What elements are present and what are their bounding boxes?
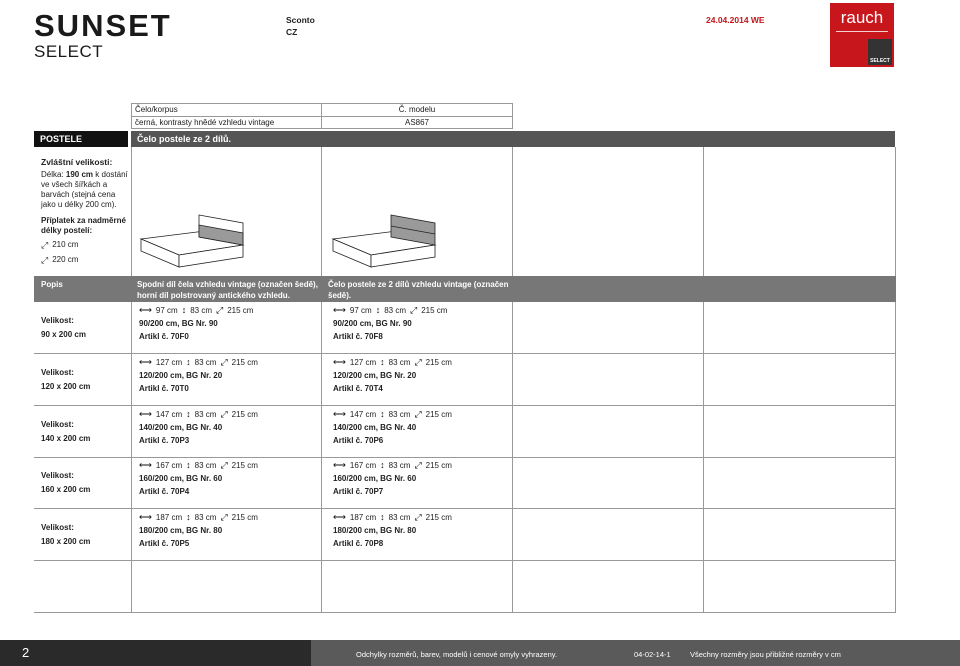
dimension-w: 167 cm: [349, 461, 377, 470]
dimension-w: 147 cm: [155, 410, 183, 419]
row-separator: [34, 560, 896, 561]
dimension-h: 83 cm: [388, 513, 411, 522]
footer-code: 04-02-14-1: [634, 650, 671, 659]
row-separator: [34, 353, 896, 354]
bed-size-code: 160/200 cm, BG Nr. 60: [333, 474, 417, 483]
special-sizes-bold: 190 cm: [65, 170, 94, 179]
logo-divider: [836, 31, 888, 32]
popis-col1: Spodní díl čela vzhledu vintage (označen šedě), horní díl polstrovaný antického vzhledu.: [137, 280, 318, 300]
size-label: Velikost:: [41, 368, 74, 377]
dimensions: [139, 304, 253, 317]
model-table-label-number: Č. modelu: [321, 104, 512, 116]
dimension-d: 215 cm: [425, 513, 452, 522]
dimension-h: 83 cm: [194, 358, 217, 367]
dimension-h: 83 cm: [194, 410, 217, 419]
bed-size-code: 90/200 cm, BG Nr. 90: [333, 319, 412, 328]
bed-size-code: 180/200 cm, BG Nr. 80: [333, 526, 417, 535]
surcharge-heading: Příplatek za nadměrné délky postelí:: [41, 216, 126, 235]
footer-left: [0, 640, 311, 666]
dimension-w: 147 cm: [349, 410, 377, 419]
grid-hline: [34, 612, 896, 613]
height-arrow-icon: ↕: [380, 357, 385, 367]
row-separator: [34, 508, 896, 509]
height-arrow-icon: ↕: [181, 305, 187, 315]
width-arrow-icon: ⟷: [139, 357, 152, 367]
size-row-label: [41, 469, 90, 496]
model-table-value-finish: černá, kontrasty hnědé vzhledu vintage: [135, 118, 275, 127]
diagonal-arrow-icon: ⤢: [216, 305, 224, 315]
diagonal-arrow-icon: ⤢: [414, 357, 422, 367]
dimension-d: 215 cm: [231, 461, 258, 470]
width-arrow-icon: ⟷: [139, 512, 152, 522]
date-label: 24.04.2014 WE: [706, 15, 765, 25]
dimension-w: 127 cm: [155, 358, 183, 367]
article-number: Artikl č. 70P8: [333, 539, 384, 548]
title-bar: Čelo postele ze 2 dílů.: [131, 131, 895, 147]
bed-size-code: 90/200 cm, BG Nr. 90: [139, 319, 218, 328]
width-arrow-icon: ⟷: [333, 512, 346, 522]
bed-size-code: 140/200 cm, BG Nr. 40: [333, 423, 417, 432]
variant-cell-1: [139, 511, 258, 550]
special-sizes-rest: k dostání ve všech šířkách a barvách (stejná cena jako u délky 200 cm).: [41, 170, 128, 209]
rauch-logo: [830, 3, 894, 67]
row-separator: [34, 457, 896, 458]
dimension-w: 187 cm: [155, 513, 183, 522]
variant-cell-1: [139, 408, 258, 447]
logo-badge: SELECT: [868, 39, 892, 65]
dimension-w: 187 cm: [349, 513, 377, 522]
popis-label: Popis: [41, 280, 63, 289]
logo-text: rauch: [840, 8, 884, 27]
dimensions: [139, 356, 258, 369]
dimension-w: 97 cm: [155, 306, 178, 315]
dimension-d: 215 cm: [425, 358, 452, 367]
grid-vline: [895, 147, 896, 612]
width-arrow-icon: ⟷: [139, 409, 152, 419]
height-arrow-icon: ↕: [380, 409, 385, 419]
surcharge-option-210: [41, 240, 129, 250]
special-sizes-text: [41, 170, 129, 210]
diagonal-arrow-icon: ⤢: [220, 357, 228, 367]
diagonal-arrow-icon: ⤢: [414, 512, 422, 522]
page-number: 2: [22, 645, 30, 660]
dimension-h: 83 cm: [194, 461, 217, 470]
dimension-d: 215 cm: [425, 410, 452, 419]
diagonal-arrow-icon: ⤢: [41, 255, 49, 265]
bed-size-code: 120/200 cm, BG Nr. 20: [333, 371, 417, 380]
dimension-d: 215 cm: [425, 461, 452, 470]
size-value: 120 x 200 cm: [41, 382, 91, 391]
size-value: 140 x 200 cm: [41, 434, 91, 443]
surcharge-opt2: 220 cm: [52, 255, 79, 264]
article-number: Artikl č. 70F0: [139, 332, 189, 341]
dimensions: [333, 408, 452, 421]
diagonal-arrow-icon: ⤢: [414, 409, 422, 419]
article-number: Artikl č. 70T4: [333, 384, 383, 393]
article-number: Artikl č. 70T0: [139, 384, 189, 393]
height-arrow-icon: ↕: [380, 512, 385, 522]
bed-size-code: 140/200 cm, BG Nr. 40: [139, 423, 223, 432]
diagonal-arrow-icon: ⤢: [410, 305, 418, 315]
grid-vline: [512, 147, 513, 612]
surcharge-opt1: 210 cm: [52, 240, 79, 249]
height-arrow-icon: ↕: [186, 460, 191, 470]
size-value: 160 x 200 cm: [41, 485, 91, 494]
bed-size-code: 160/200 cm, BG Nr. 60: [139, 474, 223, 483]
variant-cell-2: [333, 459, 452, 498]
special-sizes-prefix: Délka:: [41, 170, 66, 179]
dimensions: [333, 356, 452, 369]
article-number: Artikl č. 70P5: [139, 539, 190, 548]
diagonal-arrow-icon: ⤢: [41, 240, 49, 250]
diagonal-arrow-icon: ⤢: [220, 460, 228, 470]
footer-note2: Všechny rozměry jsou přibližné rozměry v cm: [690, 650, 841, 659]
grid-vline: [703, 147, 704, 612]
grid-vline: [321, 147, 322, 612]
dimension-h: 83 cm: [194, 513, 217, 522]
size-label: Velikost:: [41, 471, 74, 480]
dimension-d: 215 cm: [227, 306, 254, 315]
dimension-h: 83 cm: [190, 306, 212, 315]
bed-size-code: 180/200 cm, BG Nr. 80: [139, 526, 223, 535]
article-number: Artikl č. 70F8: [333, 332, 383, 341]
bed-image-two-part: [133, 205, 253, 275]
dimension-d: 215 cm: [231, 513, 258, 522]
dimension-d: 215 cm: [421, 306, 448, 315]
special-sizes-block: [41, 157, 129, 265]
size-row-label: [41, 418, 90, 445]
dimensions: [333, 459, 452, 472]
diagonal-arrow-icon: ⤢: [220, 409, 228, 419]
size-label: Velikost:: [41, 316, 74, 325]
grid-vline: [131, 147, 132, 612]
bed-size-code: 120/200 cm, BG Nr. 20: [139, 371, 223, 380]
bed-image-vintage: [325, 205, 445, 275]
popis-bar: [34, 276, 896, 302]
variant-cell-2: [333, 356, 452, 395]
article-number: Artikl č. 70P6: [333, 436, 384, 445]
category-bar: POSTELE: [34, 131, 128, 147]
dimension-h: 83 cm: [388, 461, 411, 470]
model-table-label-finish: Čelo/korpus: [135, 105, 178, 114]
brand-subtitle: SELECT: [34, 42, 104, 61]
dimensions: [333, 511, 452, 524]
model-table-value-row: [132, 116, 512, 128]
dimension-h: 83 cm: [388, 358, 411, 367]
size-value: 90 x 200 cm: [41, 330, 86, 339]
dimension-w: 127 cm: [349, 358, 377, 367]
height-arrow-icon: ↕: [375, 305, 381, 315]
article-number: Artikl č. 70P7: [333, 487, 384, 496]
model-table-header-row: [132, 104, 512, 116]
width-arrow-icon: ⟷: [333, 409, 346, 419]
model-table-value-number: AS867: [321, 117, 512, 128]
dimensions: [139, 459, 258, 472]
variant-cell-2: [333, 511, 452, 550]
article-number: Artikl č. 70P4: [139, 487, 190, 496]
size-row-label: [41, 521, 90, 548]
width-arrow-icon: ⟷: [333, 357, 346, 367]
dimension-h: 83 cm: [388, 410, 411, 419]
brand-title: SUNSET: [34, 8, 172, 43]
variant-cell-1: [139, 459, 258, 498]
variant-cell-1: [139, 356, 258, 395]
size-value: 180 x 200 cm: [41, 537, 91, 546]
row-separator: [34, 405, 896, 406]
variant-cell-1: [139, 304, 253, 343]
diagonal-arrow-icon: ⤢: [414, 460, 422, 470]
height-arrow-icon: ↕: [380, 460, 385, 470]
size-label: Velikost:: [41, 420, 74, 429]
width-arrow-icon: ⟷: [333, 460, 346, 470]
height-arrow-icon: ↕: [186, 512, 191, 522]
footer-note: Odchylky rozměrů, barev, modelů i cenové omyly vyhrazeny.: [356, 650, 558, 659]
dimension-d: 215 cm: [231, 358, 258, 367]
country-label: CZ: [286, 27, 298, 37]
variant-cell-2: [333, 304, 447, 343]
height-arrow-icon: ↕: [186, 409, 191, 419]
dimensions: [333, 304, 447, 317]
dimension-d: 215 cm: [231, 410, 258, 419]
size-row-label: [41, 366, 90, 393]
article-number: Artikl č. 70P3: [139, 436, 190, 445]
model-table: [131, 103, 513, 129]
popis-col2: Čelo postele ze 2 dílů vzhledu vintage (označen šedě).: [328, 280, 509, 300]
height-arrow-icon: ↕: [186, 357, 191, 367]
dimensions: [139, 511, 258, 524]
sconto-label: Sconto: [286, 15, 315, 25]
width-arrow-icon: ⟷: [139, 460, 152, 470]
dimension-w: 97 cm: [349, 306, 372, 315]
size-label: Velikost:: [41, 523, 74, 532]
size-row-label: [41, 314, 86, 341]
special-sizes-heading: Zvláštní velikosti:: [41, 157, 113, 167]
width-arrow-icon: ⟷: [139, 305, 152, 315]
dimensions: [139, 408, 258, 421]
dimension-h: 83 cm: [384, 306, 406, 315]
surcharge-option-220: [41, 255, 129, 265]
dimension-w: 167 cm: [155, 461, 183, 470]
variant-cell-2: [333, 408, 452, 447]
diagonal-arrow-icon: ⤢: [220, 512, 228, 522]
width-arrow-icon: ⟷: [333, 305, 346, 315]
